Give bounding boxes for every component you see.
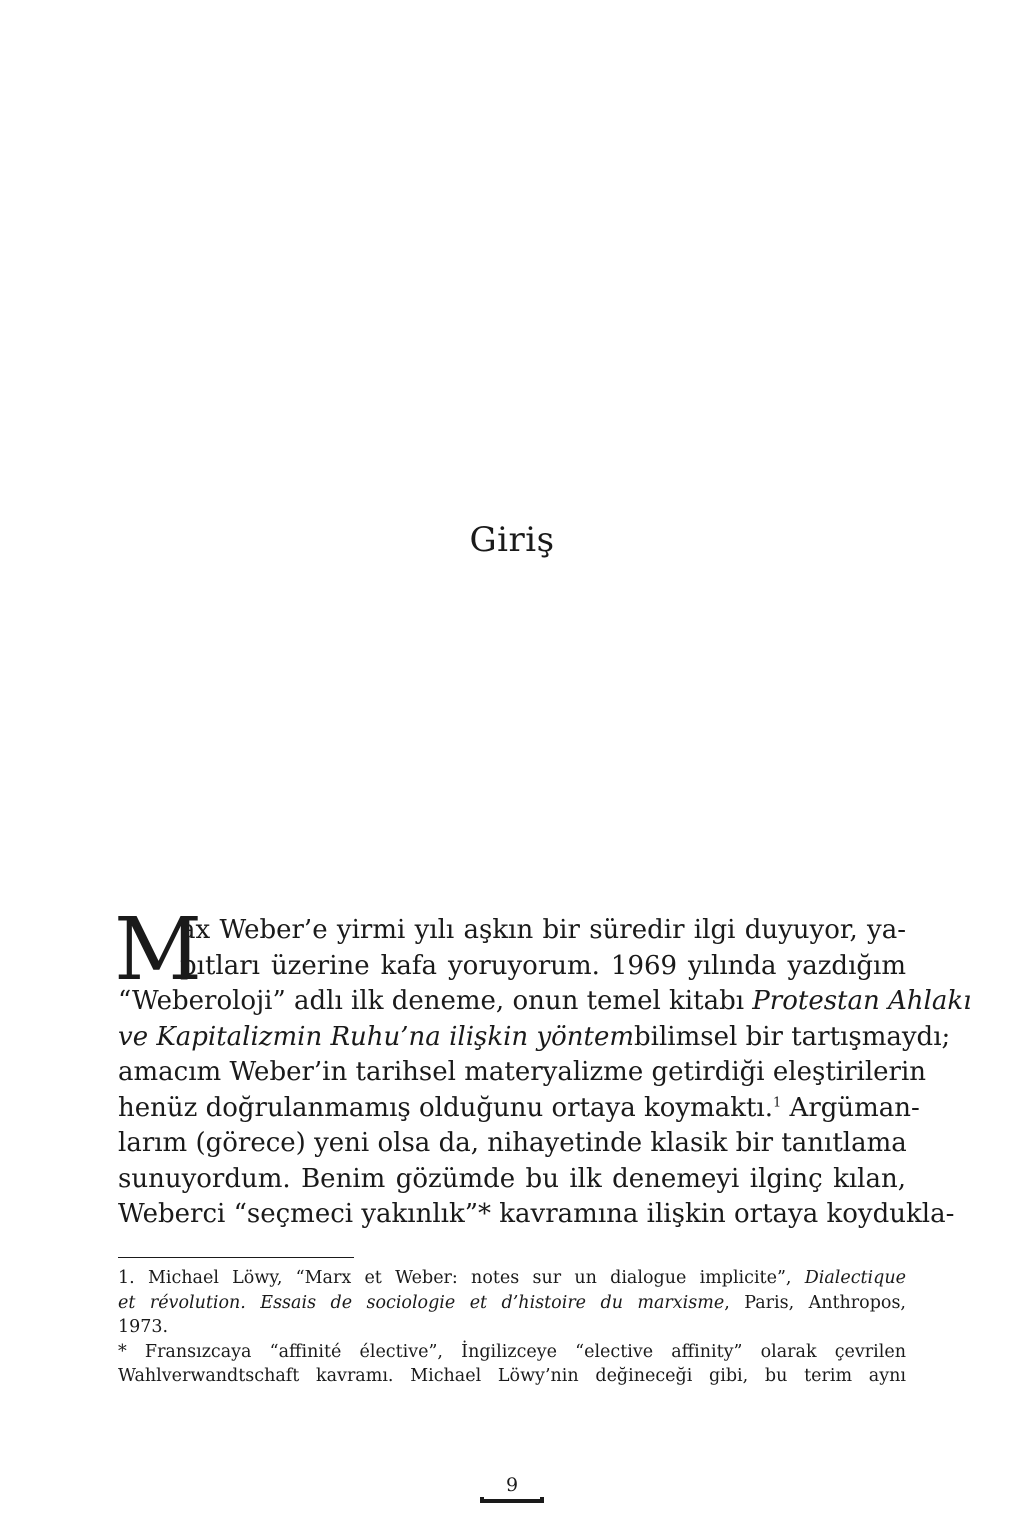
body-line: amacım Weber’in tarihsel materyalizme getirdiği eleştirilerin: [118, 1057, 927, 1087]
page-number: 9: [505, 1474, 519, 1496]
footnote-reference: 1: [773, 1094, 782, 1110]
body-line: ve Kapitalizmin Ruhu’na ilişkin yöntembilimsel bir tartışmaydı;: [118, 1021, 951, 1052]
page-number-bracket: [480, 1497, 544, 1503]
body-line: sunuyordum. Benim gözümde bu ilk denemeyi ilginç kılan,: [118, 1163, 906, 1194]
body-line: henüz doğrulanmamış olduğunu ortaya koymaktı.$^1$ Argüman-: [118, 1092, 920, 1123]
footnote-divider: [118, 1257, 354, 1258]
body-line: “Weberoloji” adlı ilk deneme, onun temel kitabı Protestan Ahlakı: [118, 986, 972, 1016]
body-line: ax Weber’e yirmi yılı aşkın bir süredir ilgi duyuyor, ya-: [180, 915, 906, 945]
body-paragraph: [114, 900, 972, 1233]
body-line: Weberci “seçmeci yakınlık”* kavramına ilişkin ortaya koydukla-: [118, 1199, 955, 1229]
footnote-1-line: et révolution. Essais de sociologie et d’histoire du marxisme, Paris, Anthropos,: [118, 1292, 906, 1313]
footnote-1-line: 1. Michael Löwy, “Marx et Weber: notes sur un dialogue implicite”, Dialectique: [118, 1268, 906, 1288]
body-line: larım (görece) yeni olsa da, nihayetinde klasik bir tanıtlama: [118, 1128, 907, 1158]
footnote-star-line: * Fransızcaya “affinité élective”, İngilizceye “elective affinity” olarak çevrilen: [118, 1341, 906, 1362]
footnote-star-line: Wahlverwandtschaft kavramı. Michael Löwy’nin değineceği gibi, bu terim aynı: [118, 1366, 906, 1386]
book-title-italic: ve Kapitalizmin Ruhu’na ilişkin yöntem: [118, 1021, 635, 1052]
footnote-1-line: 1973.: [118, 1317, 169, 1337]
book-title-italic: Protestan Ahlakı: [752, 986, 972, 1016]
drop-cap: M: [114, 900, 203, 1000]
footnotes: [118, 1266, 906, 1389]
body-line: pıtları üzerine kafa yoruyorum. 1969 yılında yazdığım: [180, 950, 906, 981]
chapter-title: Giriş: [469, 520, 555, 560]
